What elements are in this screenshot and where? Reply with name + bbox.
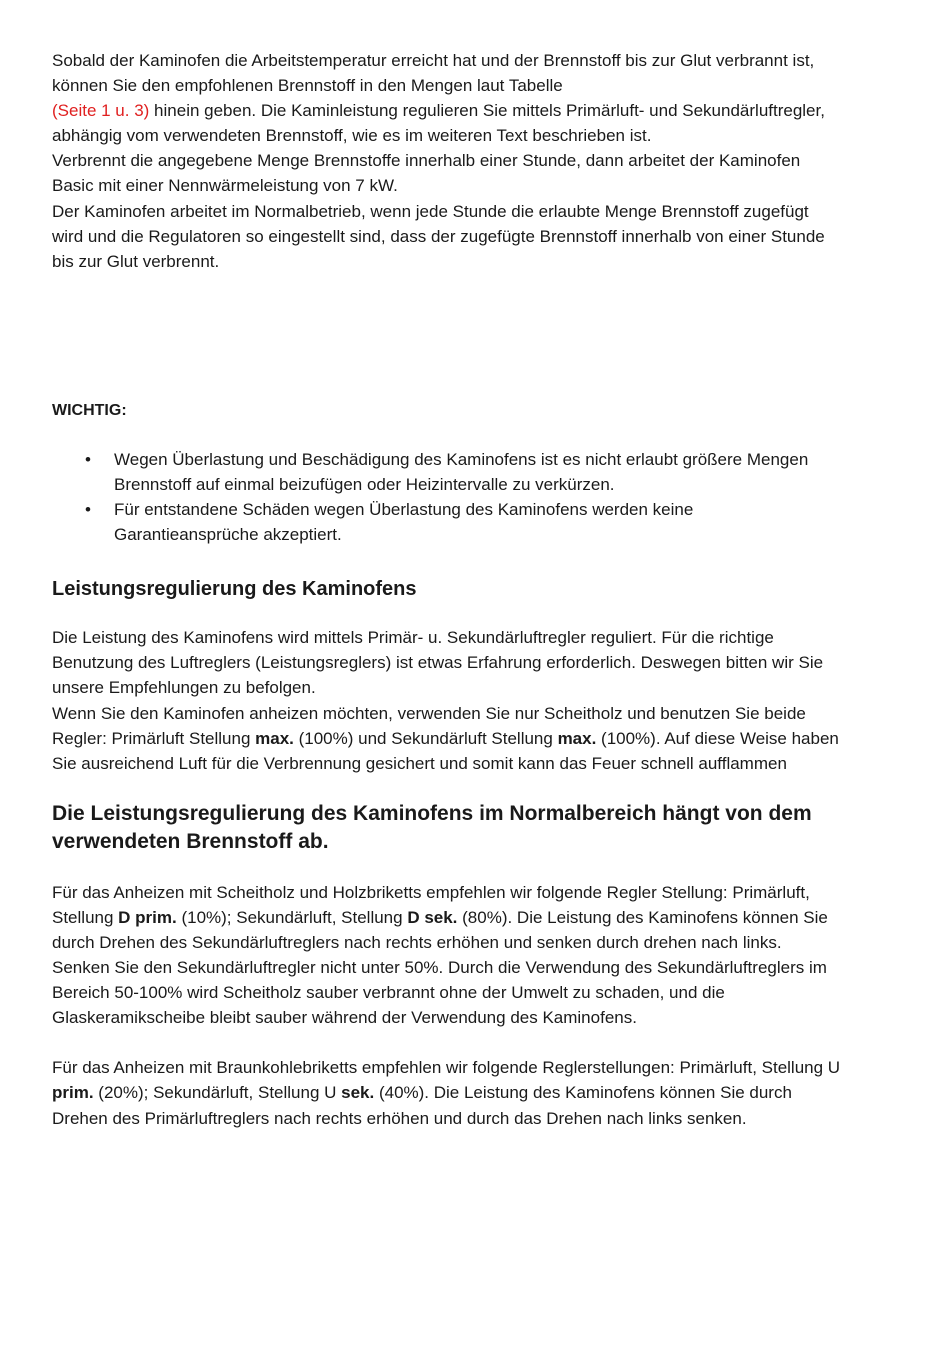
list-item-text: Wegen Überlastung und Beschädigung des Kaminofens ist es nicht erlaubt größere Mengen Brennstoff auf einmal beizufügen oder Heizintervalle zu verkürzen. bbox=[114, 449, 809, 494]
ignition-secondary-setting: max. bbox=[557, 728, 597, 748]
coal-text-1: Für das Anheizen mit Braunkohlebriketts empfehlen wir folgende Reglerstellungen: Primärluft, Stellung U bbox=[52, 1058, 841, 1078]
page-reference: (Seite 1 u. 3) bbox=[52, 101, 150, 121]
wood-text-3: (80%). Die Leistung des Kaminofens können Sie durch Drehen des Sekundärluftreglers nach rechts erhöhen und senken durch drehen nach links. Senken Sie den Sekundärluftregler nicht unter 50%. Durch die Verwendung des Sekundärluftreglers im Bereich 50-100% wird Scheitholz sauber verbrannt ohne der Umwelt zu schaden, und die Glaskeramikscheibe bleibt sauber während der Verwendung des Kaminofens. bbox=[52, 907, 828, 1028]
coal-secondary-setting: sek. bbox=[341, 1083, 375, 1103]
section-heading-regulation: Leistungsregulierung des Kaminofens bbox=[52, 578, 417, 601]
ignition-primary-setting: max. bbox=[255, 728, 294, 748]
coal-paragraph bbox=[52, 1055, 842, 1130]
wood-text-1: Für das Anheizen mit Scheitholz und Holzbriketts empfehlen wir folgende Regler Stellung: Primärluft, Stellung bbox=[52, 882, 810, 927]
wood-text-2: (10%); Sekundärluft, Stellung bbox=[176, 907, 408, 927]
important-label: WICHTIG: bbox=[52, 401, 127, 419]
nominal-output-paragraph: Verbrennt die angegebene Menge Brennstoffe innerhalb einer Stunde, dann arbeitet der Kaminofen Basic mit einer Nennwärmeleistung von 7 kW. bbox=[52, 151, 801, 196]
ignition-text-2: (100%) und Sekundärluft Stellung bbox=[293, 728, 558, 748]
important-list bbox=[52, 447, 842, 547]
ignition-paragraph bbox=[52, 701, 842, 776]
list-item-text: Für entstandene Schäden wegen Überlastung des Kaminofens werden keine Garantieansprüche akzeptiert. bbox=[114, 500, 694, 545]
wood-primary-setting: D prim. bbox=[118, 907, 177, 927]
wood-secondary-setting: D sek. bbox=[407, 907, 458, 927]
coal-text-3: (40%). Die Leistung des Kaminofens können Sie durch Drehen des Primärluftreglers nach rechts erhöhen und durch das Drehen nach links senken. bbox=[52, 1083, 792, 1128]
intro-text-1: Sobald der Kaminofen die Arbeitstemperatur erreicht hat und der Brennstoff bis zur Glut verbrannt ist, können Sie den empfohlenen Brennstoff in den Mengen laut Tabelle bbox=[52, 51, 815, 96]
coal-primary-setting: prim. bbox=[52, 1083, 94, 1103]
intro-paragraph bbox=[52, 48, 842, 148]
ignition-text-3: (100%). Auf diese Weise haben Sie ausreichend Luft für die Verbrennung gesichert und somit kann das Feuer schnell aufflammen bbox=[52, 728, 839, 773]
intro-text-2: hinein geben. Die Kaminleistung regulieren Sie mittels Primärluft- und Sekundärluftregler, abhängig vom verwendeten Brennstoff, wie es im weiteren Text beschrieben ist. bbox=[52, 101, 825, 146]
regulation-paragraph: Die Leistung des Kaminofens wird mittels Primär- u. Sekundärluftregler reguliert. Für die richtige Benutzung des Luftreglers (Leistungsreglers) ist etwas Erfahrung erforderlich. Deswegen bitten wir Sie unsere Empfehlungen zu befolgen. bbox=[52, 628, 824, 698]
normal-operation-paragraph: Der Kaminofen arbeitet im Normalbetrieb, wenn jede Stunde die erlaubte Menge Brennstoff zugefügt wird und die Regulatoren so eingestellt sind, dass der zugefügte Brennstoff innerhalb von einer Stunde bis zur Glut verbrennt. bbox=[52, 201, 825, 271]
list-item bbox=[52, 447, 842, 497]
ignition-text-1: Wenn Sie den Kaminofen anheizen möchten, verwenden Sie nur Scheitholz und benutzen Sie beide Regler: Primärluft Stellung bbox=[52, 703, 806, 748]
list-item bbox=[52, 497, 842, 547]
bullet-icon: • bbox=[85, 449, 91, 469]
document-page bbox=[52, 48, 842, 1131]
coal-text-2: (20%); Sekundärluft, Stellung U bbox=[93, 1083, 342, 1103]
section-heading-normal-range: Die Leistungsregulierung des Kaminofens im Normalbereich hängt von dem verwendeten Brennstoff ab. bbox=[52, 801, 812, 853]
bullet-icon: • bbox=[85, 500, 91, 520]
wood-paragraph bbox=[52, 880, 842, 1031]
